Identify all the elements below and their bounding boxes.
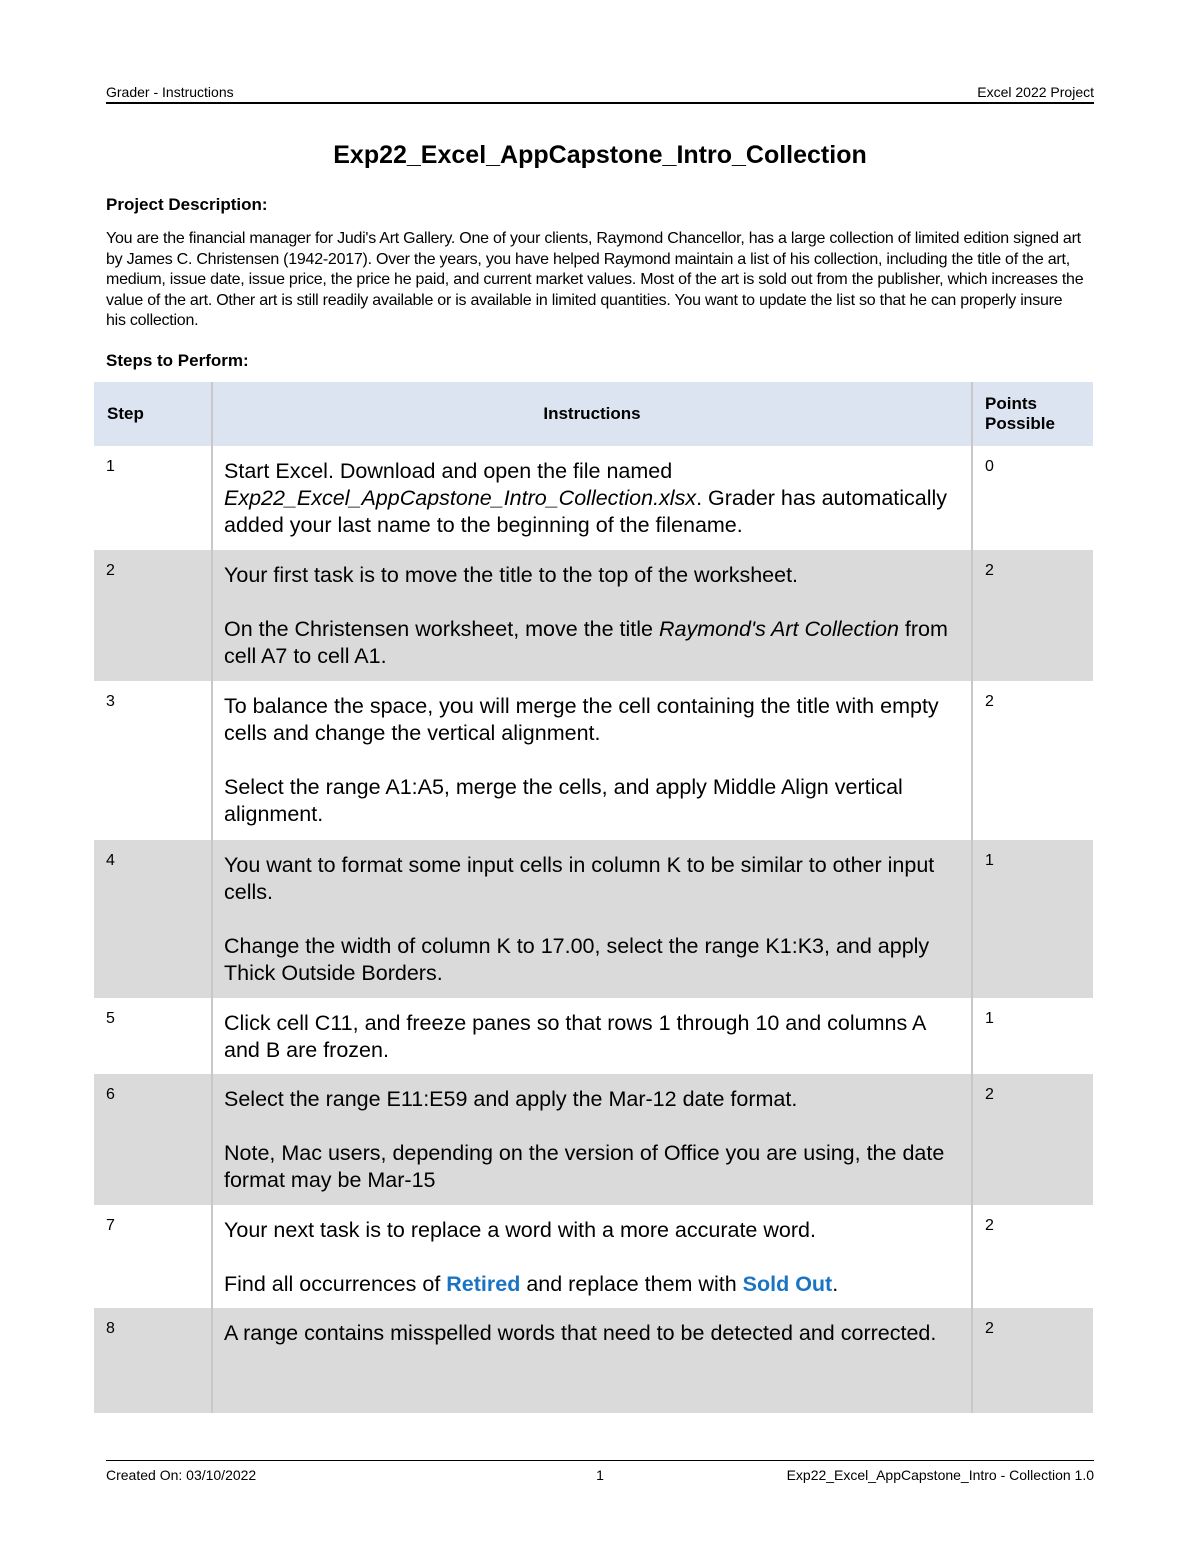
step-instructions: To balance the space, you will merge the cell containing the title with empty cells and change the vertical alignment. Select the range A1:A5, merge the cells, and apply Middle Align vertical alignment. <box>212 681 972 840</box>
table-row <box>94 998 1093 1074</box>
replace-word: Sold Out <box>742 1272 833 1296</box>
step-instructions: Your next task is to replace a word with a more accurate word. Find all occurrences of Retired and replace them with Sold Out. <box>212 1205 972 1308</box>
footer-created-on: Created On: 03/10/2022 <box>106 1467 257 1483</box>
steps-table <box>94 382 1093 1413</box>
title-text: Raymond's Art Collection <box>659 617 899 641</box>
step-points: 2 <box>985 693 994 710</box>
project-description-heading: Project Description: <box>106 195 268 214</box>
table-row <box>94 681 1093 840</box>
project-description-text: You are the financial manager for Judi's Art Gallery. One of your clients, Raymond Chancellor, has a large collection of limited edition signed art by James C. Christensen (1942-2017). Over the years, you have helped Raymond maintain a list of his collection, including the title of the art, medium, issue date, issue price, the price he paid, and current market values. Most of the art is sold out from the publisher, which increases the value of the art. Other art is still readily available or is available in limited quantities. You want to update the list so that he can properly insure his collection. <box>106 230 1084 329</box>
footer-page-number: 1 <box>596 1467 604 1483</box>
step-points: 2 <box>972 550 1093 681</box>
table-row <box>94 1308 1093 1413</box>
step-points: 1 <box>985 1010 994 1027</box>
header-left: Grader - Instructions <box>106 84 234 100</box>
step-number: 7 <box>94 1205 212 1308</box>
step-number: 1 <box>94 446 212 550</box>
step-instructions: You want to format some input cells in column K to be similar to other input cells. Change the width of column K to 17.00, select the range K1:K3, and apply Thick Outside Borders. <box>212 840 972 998</box>
table-header-row <box>94 382 1093 446</box>
table-row <box>94 550 1093 681</box>
header-points: Points Possible <box>972 382 1093 446</box>
table-row <box>94 446 1093 550</box>
header-step: Step <box>94 382 212 446</box>
document-title: Exp22_Excel_AppCapstone_Intro_Collection <box>333 141 867 169</box>
header-right: Excel 2022 Project <box>977 84 1094 100</box>
step-number: 3 <box>94 681 212 840</box>
step-instructions: Select the range E11:E59 and apply the Mar-12 date format. Note, Mac users, depending on the version of Office you are using, the date format may be Mar-15 <box>212 1074 972 1205</box>
footer-document-name: Exp22_Excel_AppCapstone_Intro - Collection 1.0 <box>786 1467 1094 1483</box>
step-points: 1 <box>972 840 1093 998</box>
step-number: 6 <box>94 1074 212 1205</box>
step-number: 4 <box>94 840 212 998</box>
page-header <box>106 82 1094 104</box>
step-instructions: Your first task is to move the title to the top of the worksheet. On the Christensen worksheet, move the title Raymond's Art Collection from cell A7 to cell A1. <box>212 550 972 681</box>
table-row <box>94 1205 1093 1308</box>
steps-heading: Steps to Perform: <box>106 351 249 370</box>
page-footer <box>106 1460 1094 1485</box>
step-points: 0 <box>985 458 994 475</box>
step-points: 2 <box>972 1074 1093 1205</box>
step-instructions: A range contains misspelled words that need to be detected and corrected. <box>212 1308 972 1413</box>
step-number: 5 <box>94 998 212 1074</box>
table-row <box>94 840 1093 998</box>
step-points: 2 <box>972 1308 1093 1413</box>
file-name: Exp22_Excel_AppCapstone_Intro_Collection.xlsx <box>224 486 697 510</box>
step-instructions: Click cell C11, and freeze panes so that rows 1 through 10 and columns A and B are frozen. <box>212 998 972 1074</box>
find-word: Retired <box>446 1272 521 1296</box>
header-instructions: Instructions <box>212 382 972 446</box>
table-row <box>94 1074 1093 1205</box>
step-points: 2 <box>985 1217 994 1234</box>
step-number: 8 <box>94 1308 212 1413</box>
step-number: 2 <box>94 550 212 681</box>
step-instructions: Start Excel. Download and open the file named Exp22_Excel_AppCapstone_Intro_Collection.xlsx. Grader has automatically added your last name to the beginning of the filename. <box>212 446 972 550</box>
